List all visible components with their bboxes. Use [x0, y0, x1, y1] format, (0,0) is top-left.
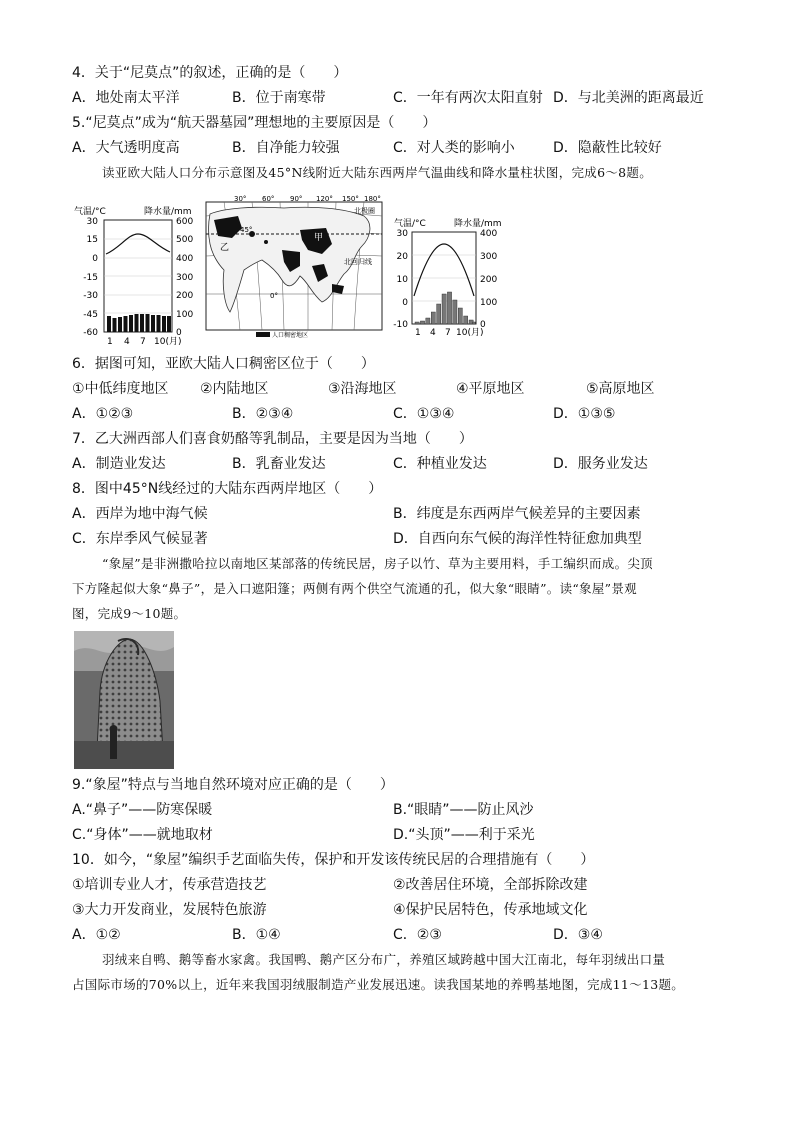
svg-text:120°: 120°: [316, 195, 333, 203]
q7-option-c: C．种植业发达: [393, 456, 487, 472]
east-coast-climate-chart: [392, 214, 502, 336]
q4-stem: 4．关于“尼莫点”的叙述，正确的是（ ）: [72, 65, 348, 81]
svg-text:-15: -15: [83, 273, 98, 283]
west-coast-climate-chart: [72, 196, 200, 346]
q6-item-1: ①中低纬度地区: [72, 381, 169, 397]
svg-text:400: 400: [480, 229, 498, 239]
right-precip-ticks: [480, 229, 497, 330]
svg-text:30: 30: [86, 217, 98, 227]
intro-9-10-line3: 图，完成9～10题。: [72, 606, 187, 621]
svg-text:600: 600: [176, 217, 194, 227]
q9-option-d: D.“头顶”——利于采光: [393, 827, 535, 843]
svg-text:30: 30: [396, 229, 408, 239]
q5-option-d: D．隐蔽性比较好: [553, 140, 662, 156]
left-precip-ticks: [176, 217, 193, 338]
q4-option-c: C．一年有两次太阳直射: [393, 90, 543, 106]
q4-option-a: A．地处南太平洋: [72, 90, 180, 106]
q10-option-d: D．③④: [553, 927, 603, 943]
q6-option-d: D．①③⑤: [553, 406, 616, 422]
right-precip-bars: [415, 292, 476, 324]
q6-item-5: ⑤高原地区: [586, 381, 655, 397]
q6-item-3: ③沿海地区: [328, 381, 397, 397]
svg-text:4: 4: [430, 328, 436, 336]
right-month-ticks: [415, 327, 483, 336]
q10-option-c: C．②③: [393, 927, 442, 943]
svg-text:7: 7: [140, 337, 146, 346]
svg-text:200: 200: [176, 291, 194, 301]
intro-9-10-line1: “象屋”是非洲撒哈拉以南地区某部落的传统民居，房子以竹、草为主要用料，手工编织而成。尖顶: [102, 556, 653, 571]
svg-text:10(月): 10(月): [154, 337, 182, 346]
svg-text:200: 200: [480, 275, 498, 285]
left-precip-label: 降水量/mm: [144, 207, 192, 217]
q10-option-a: A．①②: [72, 927, 121, 943]
q7-option-b: B．乳畜业发达: [232, 456, 326, 472]
arctic-circle-label: 北极圈: [354, 207, 375, 215]
svg-text:-60: -60: [83, 328, 98, 338]
legend-label: 人口稠密地区: [272, 332, 309, 338]
svg-text:-10: -10: [393, 320, 408, 330]
left-temp-ticks: [83, 217, 98, 338]
q8-option-d: D．自西向东气候的海洋性特征愈加典型: [393, 531, 642, 547]
eurasia-population-map: [204, 194, 386, 338]
svg-text:60°: 60°: [262, 195, 275, 203]
q6-option-b: B．②③④: [232, 406, 294, 422]
q8-stem: 8．图中45°N线经过的大陆东西两岸地区（ ）: [72, 481, 383, 497]
q5-stem: 5.“尼莫点”成为“航天器墓园”理想地的主要原因是（ ）: [72, 115, 437, 131]
q10-stem: 10．如今，“象屋”编织手艺面临失传，保护和开发该传统民居的合理措施有（ ）: [72, 852, 595, 868]
q9-option-c: C.“身体”——就地取材: [72, 827, 213, 843]
svg-text:300: 300: [176, 273, 194, 283]
svg-text:10(月): 10(月): [456, 328, 484, 336]
left-month-ticks: [107, 336, 181, 346]
q8-option-b: B．纬度是东西两岸气候差异的主要因素: [393, 506, 641, 522]
intro-9-10-line2: 下方隆起似大象“鼻子”，是入口遮阳篷；两侧有两个供空气流通的孔，似大象“眼睛”。读“象屋”景观: [72, 581, 637, 596]
q5-option-a: A．大气透明度高: [72, 140, 180, 156]
q8-option-a: A．西岸为地中海气候: [72, 506, 208, 522]
map-label-jia: 甲: [314, 233, 324, 243]
q10-option-b: B．①④: [232, 927, 281, 943]
q5-option-b: B．自净能力较强: [232, 140, 340, 156]
intro-11-13-line1: 羽绒来自鸭、鹅等畜水家禽。我国鸭、鹅产区分布广，养殖区域跨越中国大江南北，每年羽绒出口量: [102, 952, 666, 967]
svg-text:90°: 90°: [290, 195, 303, 203]
svg-text:400: 400: [176, 254, 194, 264]
right-precip-label: 降水量/mm: [454, 219, 502, 229]
svg-text:1: 1: [107, 337, 113, 346]
tropic-label: 北回归线: [344, 258, 372, 266]
intro-11-13-line2: 占国际市场的70%以上，近年来我国羽绒服制造产业发展迅速。读我国某地的养鸭基地图，完成11～13题。: [72, 977, 685, 992]
q7-option-d: D．服务业发达: [553, 456, 648, 472]
right-temp-label: 气温/°C: [394, 219, 426, 229]
q6-item-4: ④平原地区: [456, 381, 525, 397]
svg-text:500: 500: [176, 235, 194, 245]
svg-text:-30: -30: [83, 291, 98, 301]
q6-option-c: C．①③④: [393, 406, 455, 422]
right-temp-ticks: [393, 229, 408, 330]
svg-text:0: 0: [176, 328, 182, 338]
svg-text:4: 4: [124, 337, 130, 346]
svg-text:30°: 30°: [234, 195, 247, 203]
svg-text:100: 100: [176, 310, 194, 320]
svg-text:20: 20: [396, 252, 408, 262]
q4-option-d: D．与北美洲的距离最近: [553, 90, 704, 106]
q9-option-b: B.“眼睛”——防止风沙: [393, 802, 534, 818]
svg-text:7: 7: [445, 328, 451, 336]
left-temp-label: 气温/°C: [74, 207, 106, 217]
q6-option-a: A．①②③: [72, 406, 134, 422]
q4-option-b: B．位于南寒带: [232, 90, 326, 106]
map-label-45: 45°: [240, 226, 253, 234]
q10-item-1: ①培训专业人才，传承营造技艺: [72, 877, 267, 893]
q10-item-3: ③大力开发商业，发展特色旅游: [72, 902, 267, 918]
svg-text:10: 10: [396, 275, 408, 285]
svg-text:180°: 180°: [364, 195, 381, 203]
q9-option-a: A.“鼻子”——防寒保暖: [72, 802, 213, 818]
q8-option-c: C．东岸季风气候显著: [72, 531, 208, 547]
left-precip-bars: [107, 314, 171, 332]
svg-text:150°: 150°: [342, 195, 359, 203]
svg-text:15: 15: [86, 235, 98, 245]
svg-text:100: 100: [480, 298, 498, 308]
svg-text:0: 0: [480, 320, 486, 330]
svg-text:1: 1: [415, 328, 421, 336]
svg-text:0: 0: [92, 254, 98, 264]
q6-item-2: ②内陆地区: [200, 381, 269, 397]
legend-swatch: [256, 332, 270, 337]
svg-text:300: 300: [480, 252, 498, 262]
q5-option-c: C．对人类的影响小: [393, 140, 515, 156]
map-label-yi: 乙: [220, 243, 230, 253]
q10-item-4: ④保护民居特色，传承地域文化: [393, 902, 588, 918]
elephant-house-photo: [74, 631, 174, 769]
q10-item-2: ②改善居住环境，全部拆除改建: [393, 877, 588, 893]
q7-option-a: A．制造业发达: [72, 456, 166, 472]
svg-text:-45: -45: [83, 310, 98, 320]
q9-stem: 9.“象屋”特点与当地自然环境对应正确的是（ ）: [72, 777, 394, 793]
q7-stem: 7．乙大洲西部人们喜食奶酪等乳制品，主要是因为当地（ ）: [72, 431, 473, 447]
intro-6-8: 读亚欧大陆人口分布示意图及45°N线附近大陆东西两岸气温曲线和降水量柱状图，完成6～8题。: [102, 165, 653, 180]
q6-stem: 6．据图可知，亚欧大陆人口稠密区位于（ ）: [72, 356, 375, 372]
map-label-equator: 0°: [270, 292, 278, 300]
svg-text:0: 0: [402, 298, 408, 308]
